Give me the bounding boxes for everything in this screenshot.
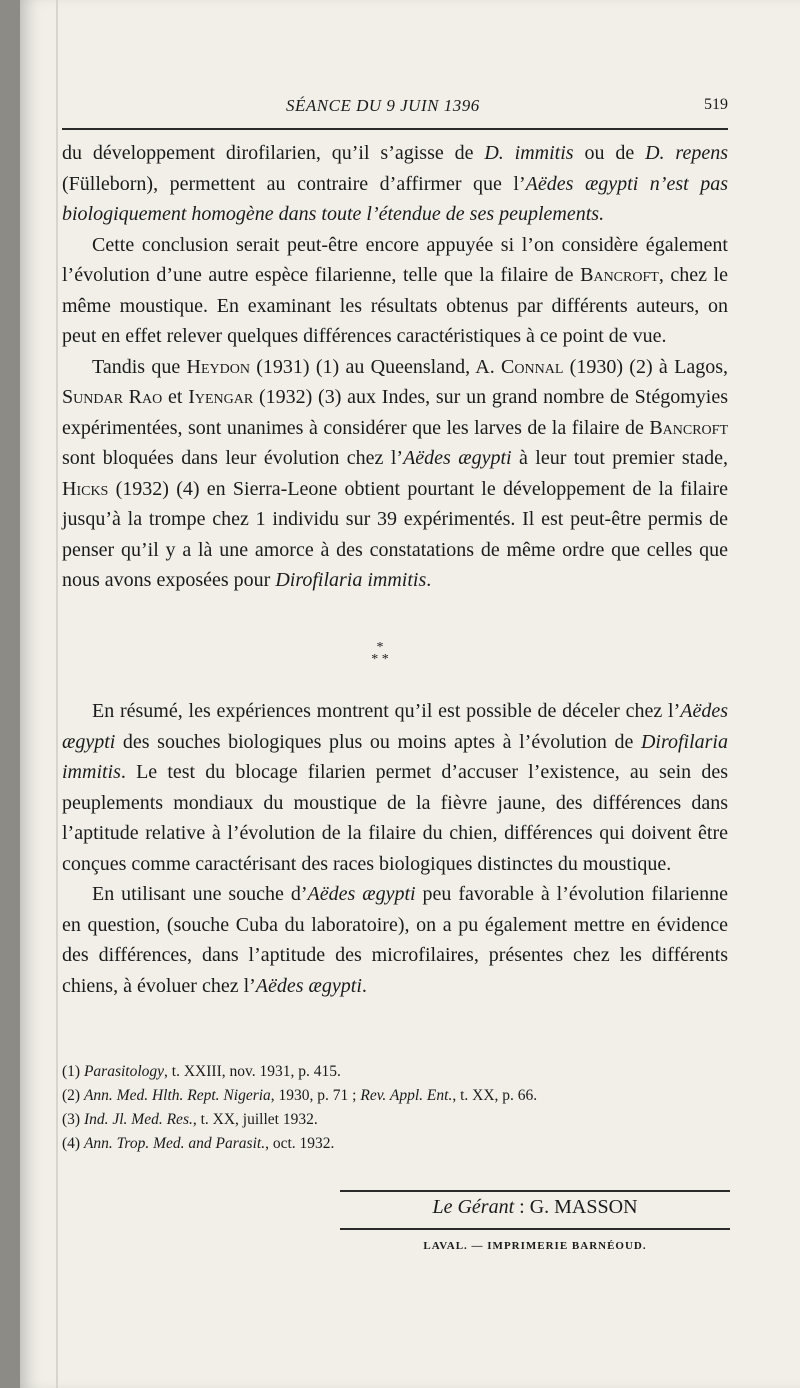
page-number: 519 [704,96,728,113]
paragraph-2 [62,230,728,352]
text-run: (1931) (1) au Queensland, A. [249,355,502,378]
species-name: Aëdes ægypti [255,974,362,997]
author-name: Iyengar [188,386,254,408]
footnote-detail: , oct. 1932. [265,1135,335,1152]
species-name: Aëdes ægypti [403,447,512,469]
signature-rule-bottom [340,1228,730,1230]
footnote-marker: (4) [62,1135,81,1152]
text-run: (1930) (2) à Lagos, [563,355,728,378]
footnote-detail: , t. XX, p. 66. [452,1087,538,1104]
text-run: . Le test du blocage filarien permet d’accuser l’existence, au sein des peuplements mondiaux du moustique de la fièvre jaune, des différences dans l’aptitude relative à l’évolution de la filaire du chien, différences qui doivent être conçues comme caractérisant des races biologiques distinctes du moustique. [62,761,728,875]
footnote-detail: , t. XX, juillet 1932. [192,1111,318,1128]
asterism-top: * [376,640,384,655]
footnote-source: Ann. Trop. Med. and Parasit. [83,1135,266,1152]
signature-separator: : [514,1196,530,1218]
paragraph-1 [62,138,728,230]
footnote-3 [62,1108,728,1132]
species-name: Dirofilaria immitis [62,730,728,783]
page-header [60,92,728,118]
text-run: sont bloquées dans leur évolution chez l’ [62,447,404,469]
footnote-source: Parasitology [83,1063,165,1080]
signature [340,1196,730,1219]
text-run: à leur tout premier stade, [511,447,728,469]
footnote-source: Rev. Appl. Ent. [360,1087,453,1104]
text-run: du développement dirofilarien, qu’il s’agisse de [62,142,485,164]
paragraph-3 [62,352,728,596]
footnote-1 [62,1060,728,1084]
footnote-detail: , 1930, p. 71 ; [270,1087,361,1104]
author-name: Heydon [186,355,250,378]
text-run: . [361,974,367,997]
species-name: D. repens [645,142,728,164]
footnotes [62,1060,728,1156]
footnote-marker: (3) [62,1111,81,1128]
footnote-4 [62,1132,728,1156]
text-run: En utilisant une souche d’ [92,883,308,905]
footnote-marker: (1) [62,1063,81,1080]
footnote-source: Ann. Med. Hlth. Rept. Nigeria [83,1087,271,1104]
text-run: . [426,569,432,591]
gutter-line [56,0,58,1388]
summary-section [62,696,728,1001]
text-run: (1932) (4) en Sierra-Leone obtient pourtant le développement de la filaire jusqu’à la trompe chez 1 individu sur 39 expérimentés. Il est peut-être permis de penser qu’il y a là une amorce à des constatations de même ordre que celles que nous avons exposées pour [62,477,728,591]
species-name: Aëdes ægypti [62,700,728,753]
asterism-bottom: * * [371,652,389,667]
author-name: Hicks [62,477,109,500]
author-name: Bancroft [649,416,728,439]
emphasis-text: Aëdes ægypti n’est pas biologiquement homogène dans toute l’étendue de ses peuplements. [62,172,728,225]
footnote-marker: (2) [62,1087,81,1104]
text-run: Tandis que [92,355,187,378]
footnote-source: Ind. Jl. Med. Res. [83,1111,193,1128]
author-name: Sundar Rao [62,386,163,408]
text-run: ou de [573,142,646,164]
text-run: (1932) (3) aux Indes, sur un grand nombre de Stégomyies expérimentées, sont unanimes à considérer que les larves de la filaire de [62,386,728,439]
species-name: Aëdes ægypti [307,883,416,905]
header-rule [62,128,728,130]
species-name: Dirofilaria immitis [275,569,427,591]
signature-role: Le Gérant [432,1196,515,1218]
running-title: SÉANCE DU 9 JUIN 1396 [286,96,480,115]
text-run: En résumé, les expériences montrent qu’il est possible de déceler chez l’ [92,700,681,722]
species-name: D. immitis [484,142,574,164]
summary-paragraph-1 [62,696,728,879]
text-run: , chez le même moustique. En examinant les résultats obtenus par différents auteurs, on peut en effet relever quelques différences caractéristiques à ce point de vue. [62,264,728,347]
printer-imprint: LAVAL. — IMPRIMERIE BARNÉOUD. [423,1240,647,1252]
text-run: et [162,386,189,408]
author-name: Bancroft [580,264,659,286]
text-run: peu favorable à l’évolution filarienne en question, (souche Cuba du laboratoire), on a pu également mettre en évidence des différences, dans l’aptitude des microfilaires, présentes chez les différents chiens, à évoluer chez l’ [62,883,728,997]
signature-name: G. MASSON [529,1196,638,1218]
body-text [62,138,728,596]
author-name: Connal [501,355,564,378]
section-break-asterism [350,642,410,666]
text-run: (Fülleborn), permettent au contraire d’affirmer que l’ [62,172,526,195]
text-run: Cette conclusion serait peut-être encore appuyée si l’on considère également l’évolution d’une autre espèce filarienne, telle que la filaire de [62,233,728,286]
signature-rule-top [340,1190,730,1192]
footnote-detail: , t. XXIII, nov. 1931, p. 415. [164,1063,341,1080]
summary-paragraph-2 [62,879,728,1001]
text-run: des souches biologiques plus ou moins aptes à l’évolution de [115,730,641,753]
footnote-2 [62,1084,728,1108]
